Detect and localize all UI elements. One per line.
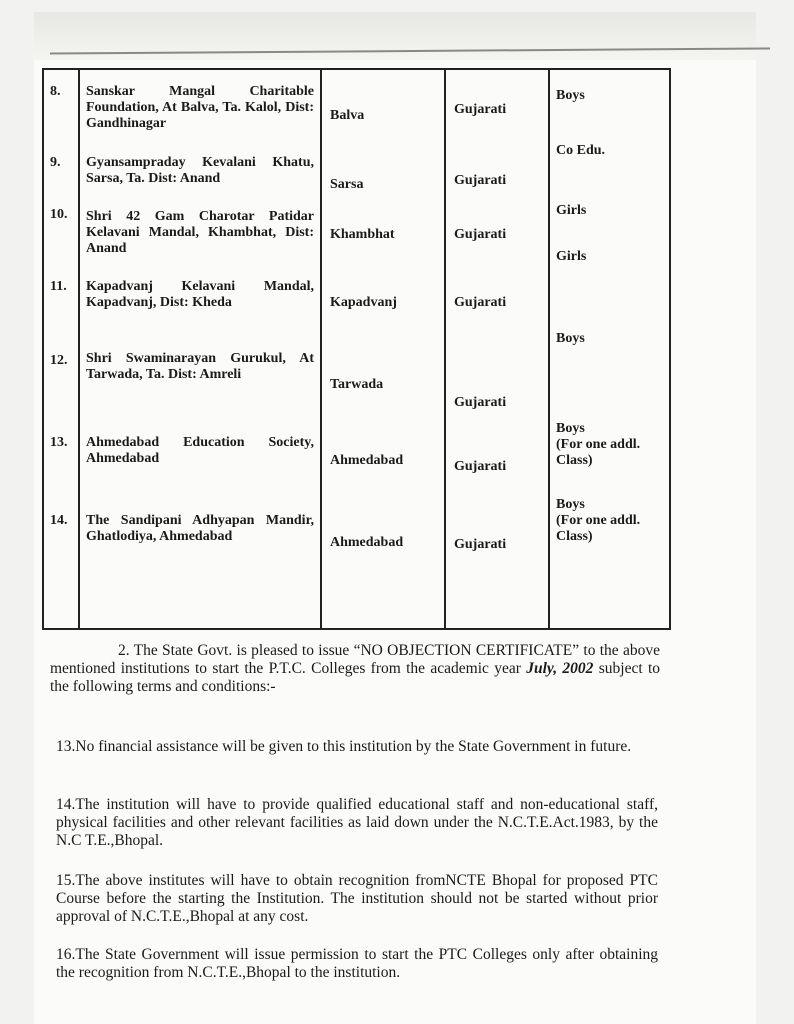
condition-number: 15.	[56, 872, 76, 889]
college-type: Boys	[556, 88, 585, 103]
institution-name: Shri 42 Gam Charotar Patidar Kelavani Mandal, Khambhat, Dist: Anand	[86, 209, 314, 256]
institutions-table	[42, 68, 671, 630]
table-row	[43, 273, 670, 329]
medium-language: Gujarati	[454, 395, 507, 410]
institution-name: Ahmedabad Education Society, Ahmedabad	[86, 435, 314, 466]
table-row	[43, 141, 670, 203]
place-name: Tarwada	[330, 377, 384, 392]
condition-number: 13.	[56, 738, 76, 755]
table-row	[43, 329, 670, 421]
condition-text: The institution will have to provide qualified educational staff and non-educational staff, physical facilities and other relevant facilities as laid down under the N.C.T.E.Act.1983, by the N.C T.E.,Bhopal.	[56, 796, 658, 849]
institution-name: Gyansampraday Kevalani Khatu, Sarsa, Ta. Dist: Anand	[86, 155, 314, 186]
condition-item	[56, 872, 658, 926]
institution-name: Kapadvanj Kelavani Mandal, Kapadvanj, Dist: Kheda	[86, 279, 314, 310]
college-type: Girls	[556, 203, 587, 218]
condition-text: The State Government will issue permission to start the PTC Colleges only after obtaining the recognition from N.C.T.E.,Bhopal to the institution.	[56, 946, 658, 981]
medium-language: Gujarati	[454, 295, 507, 310]
row-number: 10.	[50, 207, 68, 222]
place-name: Sarsa	[330, 177, 364, 192]
medium-language: Gujarati	[454, 227, 507, 242]
paragraph-tail: subject to the following terms and conditions:-	[50, 660, 661, 695]
table-row	[43, 69, 670, 141]
medium-language: Gujarati	[454, 173, 507, 188]
table-row	[43, 203, 670, 273]
condition-number: 16.	[56, 946, 76, 963]
institution-name: The Sandipani Adhyapan Mandir, Ghatlodiya, Ahmedabad	[86, 513, 314, 544]
condition-number: 14.	[56, 796, 76, 813]
college-type: Boys	[556, 421, 585, 436]
condition-item	[56, 796, 658, 850]
medium-language: Gujarati	[454, 102, 507, 117]
row-number: 13.	[50, 435, 68, 450]
row-number: 12.	[50, 353, 68, 368]
college-type	[550, 273, 669, 277]
condition-item	[56, 738, 658, 756]
place-name: Khambhat	[330, 227, 395, 242]
college-type: Co Edu.	[556, 143, 606, 158]
college-type-extra: Girls	[556, 249, 587, 264]
college-type-extra: (For one addl. Class)	[556, 437, 641, 468]
institution-name: Sanskar Mangal Charitable Foundation, At Balva, Ta. Kalol, Dist: Gandhinagar	[86, 84, 314, 131]
row-number: 11.	[50, 279, 67, 294]
condition-item	[56, 946, 658, 982]
academic-year: July, 2002	[526, 660, 594, 677]
place-name: Ahmedabad	[330, 453, 404, 468]
college-type-extra: (For one addl. Class)	[556, 513, 641, 544]
paragraph-lead: 2. The State Govt. is pleased to issue “NO OBJECTION CERTIFICATE” to the above mentioned institutions to start the P.T.C. Colleges from the academic year	[50, 642, 660, 677]
college-type: Boys	[556, 497, 585, 512]
table-row	[43, 421, 670, 497]
medium-language: Gujarati	[454, 459, 507, 474]
condition-text: The above institutes will have to obtain recognition fromNCTE Bhopal for proposed PTC Course before the starting the Institution. The institution should not be started without prior approval of N.C.T.E.,Bhopal at any cost.	[56, 872, 658, 925]
row-number: 8.	[50, 84, 61, 99]
place-name: Kapadvanj	[330, 295, 397, 310]
row-number: 14.	[50, 513, 68, 528]
row-number: 9.	[50, 155, 61, 170]
institution-name: Shri Swaminarayan Gurukul, At Tarwada, Ta. Dist: Amreli	[86, 351, 314, 382]
place-name: Balva	[330, 108, 365, 123]
place-name: Ahmedabad	[330, 535, 404, 550]
college-type: Boys	[556, 331, 585, 346]
noc-paragraph	[50, 642, 660, 696]
condition-text: No financial assistance will be given to this institution by the State Government in future.	[75, 738, 632, 755]
table-row	[43, 497, 670, 629]
medium-language: Gujarati	[454, 537, 507, 552]
